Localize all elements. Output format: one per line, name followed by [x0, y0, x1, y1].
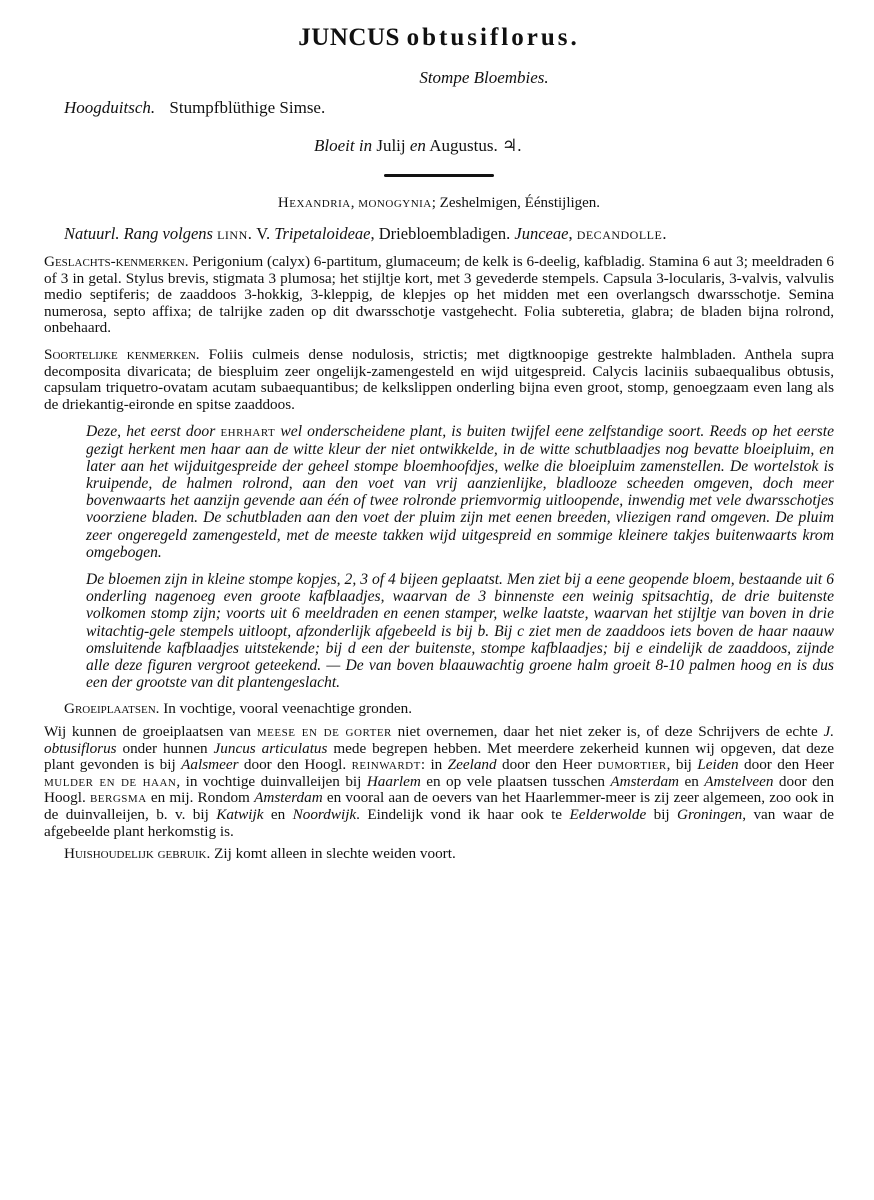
natural-group-dutch: , Driebloembladigen. [370, 224, 511, 243]
places-text: door den Hoogl. [44, 772, 835, 807]
natural-group: V. [256, 224, 271, 243]
natural-family: Junceae [514, 224, 569, 243]
places-katwijk: Katwijk [216, 805, 264, 823]
growth-places [44, 701, 834, 718]
places-text: door den Heer [502, 756, 593, 774]
bloom-line [314, 136, 834, 156]
species-characters-heading: Soortelijke kenmerken. [44, 345, 200, 363]
places-text: en mij. Rondom [150, 789, 250, 807]
bloom-en: en [409, 136, 426, 155]
class-dutch: ; Zeshelmigen, Éénstijligen. [431, 195, 601, 211]
places-dumortier: dumortier [597, 756, 667, 774]
title-species: obtusiflorus. [406, 24, 580, 51]
places-text: en [684, 772, 699, 790]
class-name: Hexandria [277, 195, 351, 211]
places-amsterdam: Amsterdam [610, 772, 680, 790]
natural-decandolle: decandolle. [576, 224, 667, 243]
divider-rule [384, 174, 494, 177]
german-label: Hoogduitsch. [64, 98, 156, 117]
natural-linn: linn. [217, 224, 253, 243]
classification-line: Hexandria, monogynia; Zeshelmigen, Éénstijligen. [277, 195, 601, 211]
places-text: niet overnemen, daar het niet zeker is, of deze Schrijvers de echte [397, 722, 818, 740]
places-text: en [270, 805, 286, 823]
dutch-name: Stompe Bloembies. [419, 68, 549, 87]
description-paragraph-2 [44, 571, 834, 691]
genus-characters-heading: Geslachts-kenmerken. [44, 253, 189, 270]
german-name-line [64, 98, 834, 118]
german-name: Stumpfblüthige Simse. [169, 98, 326, 117]
find-places-paragraph [44, 724, 834, 840]
places-zeeland: Zeeland [447, 756, 497, 774]
bloom-prefix: Bloeit in [314, 136, 373, 155]
places-text: door den Heer [744, 756, 835, 774]
places-text: , van waar de afgebeelde plant herkomstig is. [44, 805, 835, 840]
places-amsterdam: Amsterdam [254, 789, 323, 807]
places-text: en op vele plaatsen tusschen [426, 772, 605, 790]
places-aalsmeer: Aalsmeer [181, 756, 239, 774]
order-name: monogynia [358, 195, 432, 211]
desc1-part2: wel onderscheidene plant, is buiten twijfel eene zelfstandige soort. Reeds op het eerste gezigt herkent men haar aan de witte kleur der niet ontwikkelde, in de witte schutblaadjes nog bevatte bloeipluim, en later aan het wijduitgespreide der geheel stompe bloemhoofdjes, welke die bloeipluim zamenstellen. De wortelstok is kruipende, de halmen rolrond, aan den voet van vrij aanzienlijke, bladlooze scheeden omgeven, doch meer bovenwaarts het aanzijn gevende aan één of twee rolronde priemvormig uitloopende, inwendig met vele dwarsschotjes voorziene bladen. De schutbladen aan den voet der pluim zijn met eenen breeden, vliezigen rand omgeven. De pluim zeer ongeregeld zamengesteld, met de meeste takken wijd uitgespreid en sommige kleinere takjes buitenwaarts krom omgebogen. [86, 423, 834, 561]
genus-characters [44, 254, 834, 337]
places-text: bij [653, 805, 670, 823]
places-text: mede begrepen hebben. Met meerdere zekerheid kunnen wij opgeven, dat deze plant gevonden is bij [44, 739, 835, 774]
places-reinwardt: reinwardt [351, 756, 421, 774]
places-mulder: mulder en de haan [44, 772, 177, 790]
bloom-month2: Augustus. [429, 136, 498, 155]
places-amstelveen: Amstelveen [704, 772, 774, 790]
places-text: onder hunnen [122, 739, 208, 757]
natural-group-name: Tripetaloideae [274, 224, 371, 243]
places-jart: Juncus articulatus [213, 739, 328, 757]
places-text: , bij [666, 756, 692, 774]
title-genus: JUNCUS [298, 24, 400, 51]
household-use [44, 846, 834, 863]
desc2-text: De bloemen zijn in kleine stompe kopjes, 2, 3 of 4 bijeen geplaatst. Men ziet bij a eene geopende bloem, bestaande uit 6 onderling nagenoeg even groote kafblaadjes, waarvan de 3 binnenste een weinig spitsachtig, de drie buitenste volkomen stomp zijn; voorts uit 6 meeldraden en eenen stamper, welke laatste, waarvan het stijltje van boven in drie witachtig-gele stempels uitloopt, afzonderlijk afgebeeld is bij b. Bij c ziet men de zaaddoos iets boven de haar naauw omsluitende kafblaadjes uitstekende; bij d een der buitenste, stompe kafblaadjes; bij e eindelijk de zaaddoos, zijnde alle deze figuren vergroot geteekend. — De van boven blaauwachtig groene halm groeit 8-10 palmen hoog en is dus een der grootste van dit plantengeslacht. [86, 570, 834, 692]
natural-rank-line: Natuurl. Rang volgens linn. V. Tripetaloideae, Driebloembladigen. Junceae, decandolle. [64, 224, 667, 243]
household-text: Zij komt alleen in slechte weiden voort. [214, 845, 456, 863]
places-leiden: Leiden [697, 756, 739, 774]
page-title [44, 24, 834, 52]
places-text: . Eindelijk vond ik haar ook te [356, 805, 563, 823]
places-text: en vooral aan de oevers van het Haarlemmer-meer is zij zeer algemeen, zoo ook in de duinvalleijen, b. v. bij [44, 789, 835, 823]
places-text: Wij kunnen de groeiplaatsen van [44, 722, 252, 740]
genus-characters-text: Perigonium (calyx) 6-partitum, glumaceum; de kelk is 6-deelig, kafbladig. Stamina 6 aut 3; meeldraden 6 of 3 in getal. Stylus brevis, stigmata 3 plumosa; het stijltje kort, met 3 gevederde stempels. Capsula 3-locularis, 3-valvis, valvulis medio septiferis; de zaaddoos 3-hokkig, 3-kleppig, de klepjes op het midden met een overlangsch dwarsschotje. Semina numerosa, septo affixa; de talrijke zaden op dit dwarsschotje vastgehecht. Folia subteretia, glabra; de bladen bijna rolrond, onbehaard. [44, 253, 834, 337]
places-text: , in vochtige duinvalleijen bij [176, 772, 362, 790]
places-bergsma: bergsma [89, 789, 147, 807]
places-groningen: Groningen [677, 805, 743, 823]
growth-text: In vochtige, vooral veenachtige gronden. [163, 700, 413, 718]
desc1-ehrhart: ehrhart [220, 423, 276, 441]
perennial-symbol: ♃. [501, 136, 522, 155]
species-characters-text: Foliis culmeis dense nodulosis, strictis; met digtknoopige gestrekte halmbladen. Anthela supra decomposita divaricata; de biespluim zeer ongelijk-zamengesteld en wijd uitgespreid. Calycis laciniis subaequalibus obtusis, capsulam triquetro-ovatam acutam subaequantibus; de kelkslippen onderling bijna even groot, stomp, genoegzaam even lang als de driekantig-eironde en spitse zaaddoos. [44, 345, 835, 413]
description-paragraph-1 [44, 423, 834, 561]
species-characters [44, 347, 834, 413]
bloom-month1: Julij [376, 136, 406, 155]
household-heading: Huishoudelijk gebruik. [64, 845, 211, 863]
places-text: : in [420, 756, 443, 774]
places-meese: meese en de gorter [256, 722, 392, 740]
desc1-part1: Deze, het eerst door [86, 423, 216, 441]
natural-label: Natuurl. Rang volgens [64, 224, 213, 243]
places-haarlem: Haarlem [366, 772, 421, 790]
growth-heading: Groeiplaatsen. [64, 700, 160, 718]
places-text: door den Hoogl. [243, 756, 347, 774]
places-noordwijk: Noordwijk [292, 805, 357, 823]
places-jobt: J. obtusiflorus [44, 722, 835, 757]
places-eelderwolde: Eelderwolde [569, 805, 647, 823]
